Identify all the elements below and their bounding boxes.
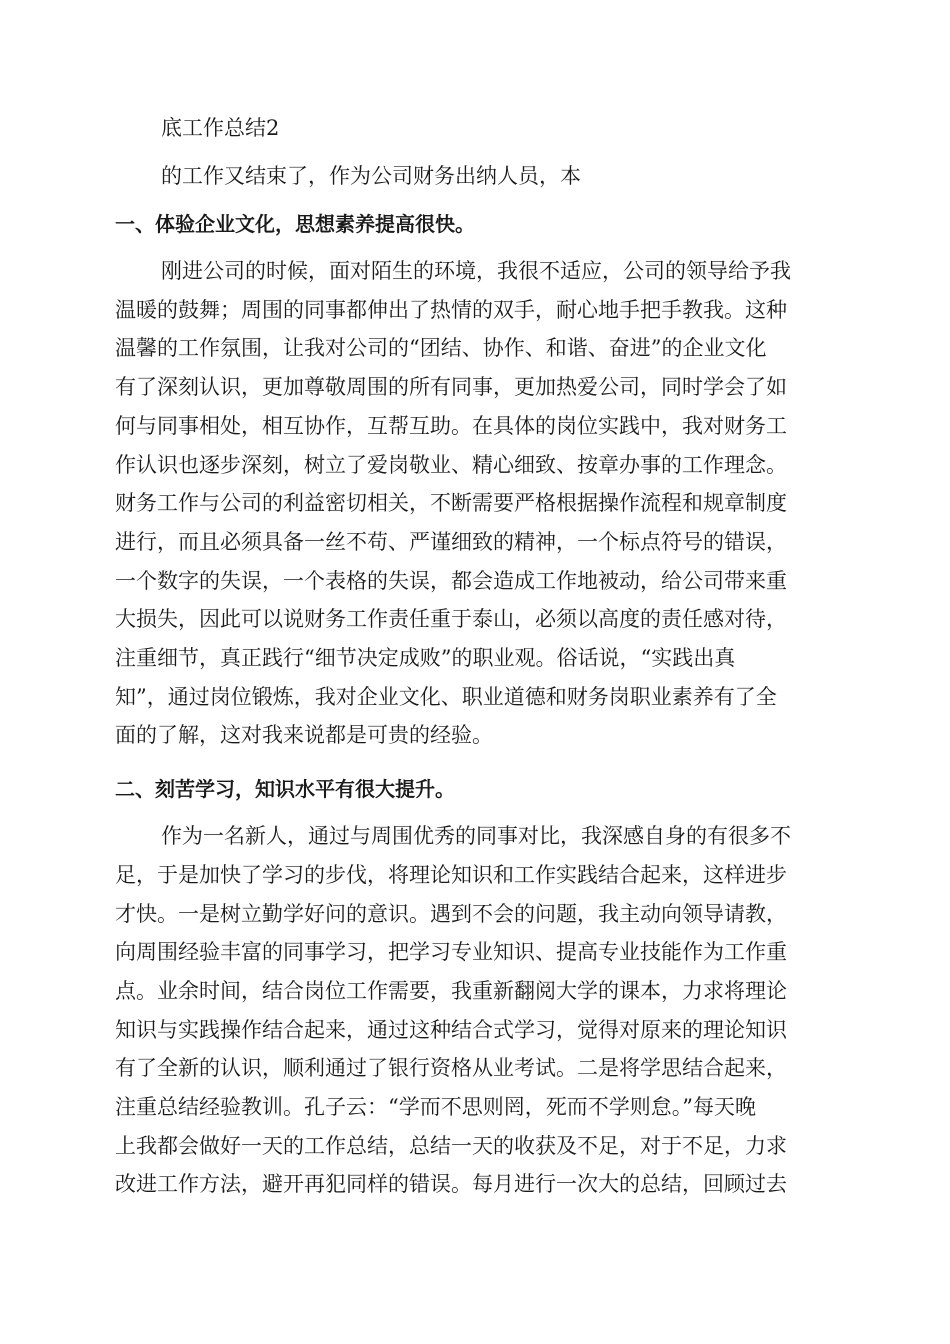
paragraph-line: 改进工作方法，避开再犯同样的错误。每月进行一次大的总结，回顾过去 <box>115 1172 787 1197</box>
intro-line: 的工作又结束了，作为公司财务出纳人员，本 <box>161 164 581 188</box>
document-page <box>115 108 831 1204</box>
paragraph-line: 一个数字的失误，一个表格的失误，都会造成工作地被动，给公司带来重 <box>115 568 787 593</box>
paragraph-line: 知识与实践操作结合起来，通过这种结合式学习，觉得对原来的理论知识 <box>115 1017 787 1042</box>
paragraph-line: 进行，而且必须具备一丝不苟、严谨细致的精神，一个标点符号的错误， <box>115 529 787 554</box>
paragraph-line: 有了全新的认识，顺利通过了银行资格从业考试。二是将学思结合起来， <box>115 1056 787 1081</box>
paragraph-line: 大损失，因此可以说财务工作责任重于泰山，必须以高度的责任感对待， <box>115 607 787 632</box>
paragraph-line: 注重细节，真正践行“细节决定成败”的职业观。俗话说，“实践出真 <box>115 646 736 671</box>
paragraph-line: 足，于是加快了学习的步伐，将理论知识和工作实践结合起来，这样进步 <box>115 862 787 887</box>
paragraph-line: 作为一名新人，通过与周围优秀的同事对比，我深感自身的有很多不 <box>161 824 791 849</box>
paragraph-line: 注重总结经验教训。孔子云：“学而不思则罔，死而不学则怠。”每天晚 <box>115 1095 756 1120</box>
paragraph-line: 刚进公司的时候，面对陌生的环境，我很不适应，公司的领导给予我 <box>161 259 791 283</box>
paragraph-line: 作认识也逐步深刻，树立了爱岗敬业、精心细致、按章办事的工作理念。 <box>115 452 787 477</box>
paragraph-line: 点。业余时间，结合岗位工作需要，我重新翻阅大学的课本，力求将理论 <box>115 978 787 1003</box>
paragraph-line: 上我都会做好一天的工作总结，总结一天的收获及不足，对于不足，力求 <box>115 1133 787 1158</box>
paragraph-line: 知”，通过岗位锻炼，我对企业文化、职业道德和财务岗职业素养有了全 <box>115 684 777 709</box>
paragraph-line: 面的了解，这对我来说都是可贵的经验。 <box>115 723 493 748</box>
title-line: 底工作总结2 <box>161 116 280 140</box>
paragraph-line: 温暖的鼓舞；周围的同事都伸出了热情的双手，耐心地手把手教我。这种 <box>115 297 787 322</box>
section-1-heading: 一、体验企业文化，思想素养提高很快。 <box>115 212 475 236</box>
paragraph-line: 何与同事相处，相互协作，互帮互助。在具体的岗位实践中，我对财务工 <box>115 413 787 438</box>
section-2-heading: 二、刻苦学习，知识水平有很大提升。 <box>115 777 455 802</box>
paragraph-line: 温馨的工作氛围，让我对公司的“团结、协作、和谐、奋进”的企业文化 <box>115 336 767 361</box>
paragraph-line: 财务工作与公司的利益密切相关，不断需要严格根据操作流程和规章制度 <box>115 491 787 516</box>
paragraph-line: 有了深刻认识，更加尊敬周围的所有同事，更加热爱公司，同时学会了如 <box>115 375 787 400</box>
paragraph-line: 才快。一是树立勤学好问的意识。遇到不会的问题，我主动向领导请教， <box>115 901 787 926</box>
section-2-paragraph <box>115 817 831 1204</box>
section-1-paragraph <box>115 252 831 755</box>
paragraph-line: 向周围经验丰富的同事学习，把学习专业知识、提高专业技能作为工作重 <box>115 940 787 965</box>
